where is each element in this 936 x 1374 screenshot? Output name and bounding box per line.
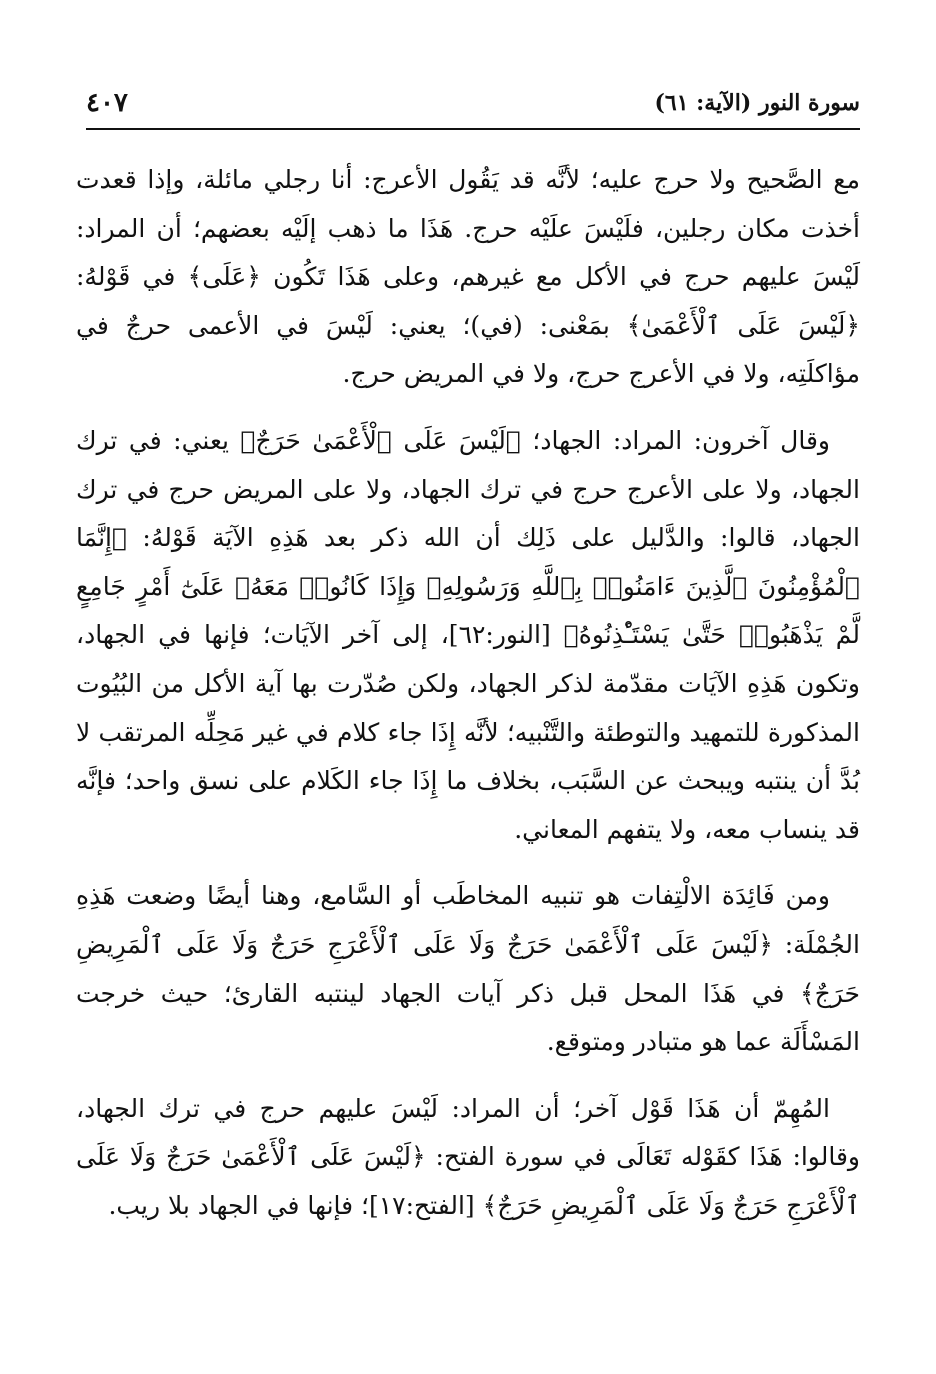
paragraph-3: ومن فَائِدَة الالْتِفات هو تنبيه المخاطَب أو السَّامع، وهنا أيضًا وضعت هَذِهِ الجُمْلَة: ﴿لَيْسَ عَلَى ٱلْأَعْمَىٰ حَرَجٌ وَلَا عَلَى ٱلْأَعْرَجِ حَرَجٌ وَلَا عَلَى ٱلْمَرِيضِ حَرَجٌ﴾ في هَذَا المحل قبل ذكر آيات الجهاد لينتبه القارئ؛ حيث خرجت المَسْأَلَة عما هو متبادر ومتوقع. <box>76 881 860 1057</box>
running-title: سورة النور (الآية: ٦١) <box>654 90 860 116</box>
header-divider <box>86 128 860 130</box>
page-header <box>86 86 860 126</box>
paragraph-1: مع الصَّحيح ولا حرج عليه؛ لأنَّه قد يَقُول الأعرج: أنا رجلي مائلة، وإذا قعدت أخذت مكان رجلين، فلَيْسَ علَيْه حرج. هَذَا ما ذهب إلَيْه بعضهم؛ أن المراد: لَيْسَ عليهم حرج في الأكل مع غيرهم، وعلى هَذَا تَكُون ﴿عَلَى﴾ في قَوْلهُ: ﴿لَيْسَ عَلَى ٱلْأَعْمَىٰ﴾ بمَعْنى: (في)؛ يعني: لَيْسَ في الأعمى حرجٌ في مؤاكلَتِه، ولا في الأعرج حرج، ولا في المريض حرج. <box>76 165 860 389</box>
page-body <box>76 156 860 1248</box>
page-number: ٤٠٧ <box>86 88 128 118</box>
paragraph-4: المُهِمّ أن هَذَا قَوْل آخر؛ أن المراد: لَيْسَ عليهم حرج في ترك الجهاد، وقالوا: هَذَا كقَوْله تَعَالَى في سورة الفتح: ﴿لَيْسَ عَلَى ٱلْأَعْمَىٰ حَرَجٌ وَلَا عَلَى ٱلْأَعْرَجِ حَرَجٌ وَلَا عَلَى ٱلْمَرِيضِ حَرَجٌ﴾ [الفتح:١٧]؛ فإنها في الجهاد بلا ريب. <box>76 1093 860 1220</box>
paragraph-2: وقال آخرون: المراد: الجهاد؛ ﴿لَيْسَ عَلَى ٱلْأَعْمَىٰ حَرَجٌ﴾ يعني: في ترك الجهاد، ولا على الأعرج حرج في ترك الجهاد، ولا على المريض حرج في ترك الجهاد، قالوا: والدَّليل على ذَلِك أن الله ذكر بعد هَذِهِ الآيَة قَوْلهُ: ﴿إِنَّمَا ٱلْمُؤْمِنُونَ ٱلَّذِينَ ءَامَنُوا۟ بِٱللَّهِ وَرَسُولِهِۦ وَإِذَا كَانُوا۟ مَعَهُۥ عَلَىٰٓ أَمْرٍ جَامِعٍ لَّمْ يَذْهَبُوا۟ حَتَّىٰ يَسْتَـْٔذِنُوهُ﴾ [النور:٦٢]، إلى آخر الآيَات؛ فإنها في الجهاد، وتكون هَذِهِ الآيَات مقدّمة لذكر الجهاد، ولكن صُدّرت بها آية الأكل من البُيُوت المذكورة للتمهيد والتوطئة والتَّنْبيه؛ لأنَّه إِذَا جاء كلام في غير مَحِلِّه المرتقب لا بُدَّ أن ينتبه ويبحث عن السَّبَب، بخلاف ما إِذَا جاء الكَلام على نسق واحد؛ فإنَّه قد ينساب معه، ولا يتفهم المعاني. <box>76 425 860 844</box>
